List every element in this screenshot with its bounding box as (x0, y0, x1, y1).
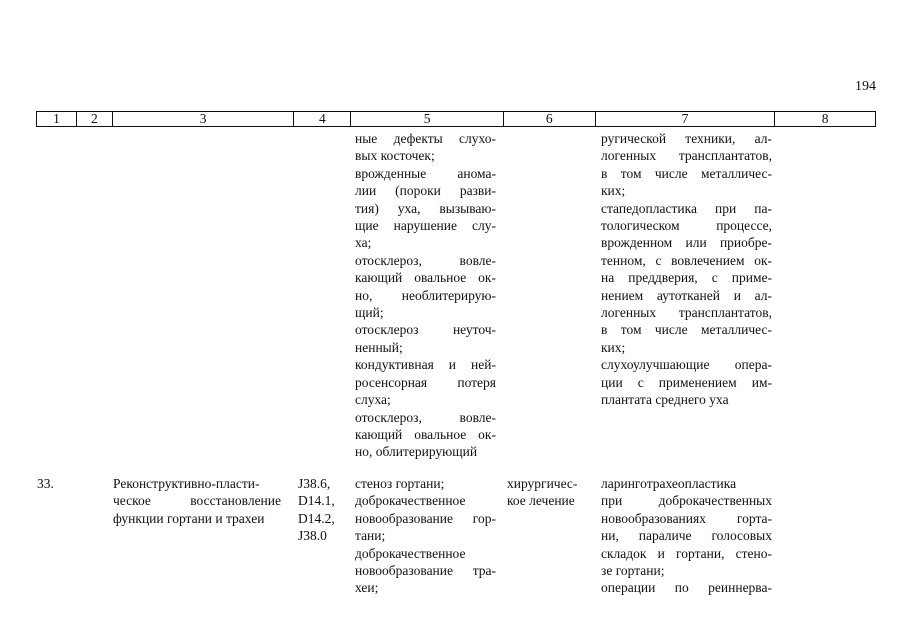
text-line: отосклероз неуточ- (355, 322, 496, 338)
text-line: доброкачественное (355, 545, 466, 561)
text-line: новообразование гор- (355, 510, 496, 526)
text-line: в том числе металличес- (601, 165, 772, 181)
header-cell-8: 8 (821, 111, 829, 126)
text-line: стеноз гортани; (355, 476, 445, 491)
text-line: складок и гортани, стено- (601, 545, 772, 561)
row-33-icd-codes: J38.6, D14.1, D14.2, J38.0 (298, 476, 335, 544)
text-line: лии (пороки разви- (355, 183, 496, 199)
text-line: врожденные анома- (355, 165, 496, 181)
row-33-diagnoses (355, 475, 496, 597)
page-number: 194 (855, 79, 876, 94)
table-header-row (36, 111, 876, 127)
text-line: врожденном или приобре- (601, 235, 772, 251)
text-line: ха; (355, 235, 372, 251)
text-line: зе гортани; (601, 563, 665, 579)
text-line: ругической техники, ал- (601, 131, 772, 146)
continued-col5-diagnoses (355, 130, 496, 461)
text-line: функции гортани и трахеи (113, 510, 265, 526)
text-line: ларинготрахеопластика (601, 476, 737, 491)
text-line: нением аутотканей и ал- (601, 287, 772, 303)
text-line: плантата среднего уха (601, 392, 729, 408)
text-line: хирургичес- (507, 476, 578, 491)
text-line: стапедопластика при па- (601, 200, 772, 216)
text-line: кающий овальное ок- (355, 426, 496, 442)
text-line: ни, параличе голосовых (601, 528, 772, 544)
text-line: кондуктивная и ней- (355, 357, 496, 373)
text-line: хеи; (355, 580, 379, 596)
row-33-profile-name (113, 475, 281, 527)
text-line: росенсорная потеря (355, 374, 496, 390)
text-line: ких; (601, 183, 626, 199)
header-cell-4: 4 (294, 112, 351, 126)
text-line: доброкачественное (355, 493, 466, 509)
text-line: в том числе металличес- (601, 322, 772, 338)
text-line: при доброкачественных (601, 493, 772, 509)
header-cell-3: 3 (113, 112, 295, 126)
text-line: но, необлитерирую- (355, 287, 496, 303)
header-cell-1: 1 (37, 112, 77, 126)
text-line: операции по реиннерва- (601, 580, 772, 596)
text-line: щие нарушение слу- (355, 218, 496, 234)
text-line: вых косточек; (355, 148, 435, 164)
text-line: слуха; (355, 392, 391, 408)
text-line: ции с применением им- (601, 374, 772, 390)
text-line: отосклероз, вовле- (355, 252, 496, 268)
header-cell-2: 2 (77, 112, 113, 126)
text-line: ные дефекты слухо- (355, 131, 496, 146)
text-line: щий; (355, 305, 384, 321)
text-line: логенных трансплантатов, (601, 305, 772, 321)
continued-col7-treatment-methods (601, 130, 772, 409)
text-line: ненный; (355, 339, 403, 355)
header-cell-7: 7 (596, 112, 776, 126)
text-line: слухоулучшающие опера- (601, 357, 772, 373)
header-cell-6: 6 (504, 112, 596, 126)
text-line: отосклероз, вовле- (355, 409, 496, 425)
row-33-number: 33. (37, 476, 54, 491)
text-line: тологическом процессе, (601, 218, 772, 234)
row-33-treatment-type (507, 475, 597, 510)
text-line: кающий овальное ок- (355, 270, 496, 286)
text-line: ких; (601, 339, 626, 355)
text-line: тия) уха, вызываю- (355, 200, 496, 216)
text-line: ческое восстановление (113, 493, 281, 509)
header-cell-5: 5 (351, 112, 504, 126)
text-line: новообразование тра- (355, 563, 496, 579)
text-line: Реконструктивно-пласти- (113, 476, 260, 491)
text-line: тани; (355, 528, 386, 544)
text-line: кое лечение (507, 493, 575, 509)
text-line: логенных трансплантатов, (601, 148, 772, 164)
row-33-treatment-methods (601, 475, 772, 597)
text-line: на преддверия, с приме- (601, 270, 772, 286)
text-line: новообразованиях горта- (601, 510, 772, 526)
text-line: тенном, с вовлечением ок- (601, 252, 772, 268)
text-line: но, облитерирующий (355, 444, 478, 460)
